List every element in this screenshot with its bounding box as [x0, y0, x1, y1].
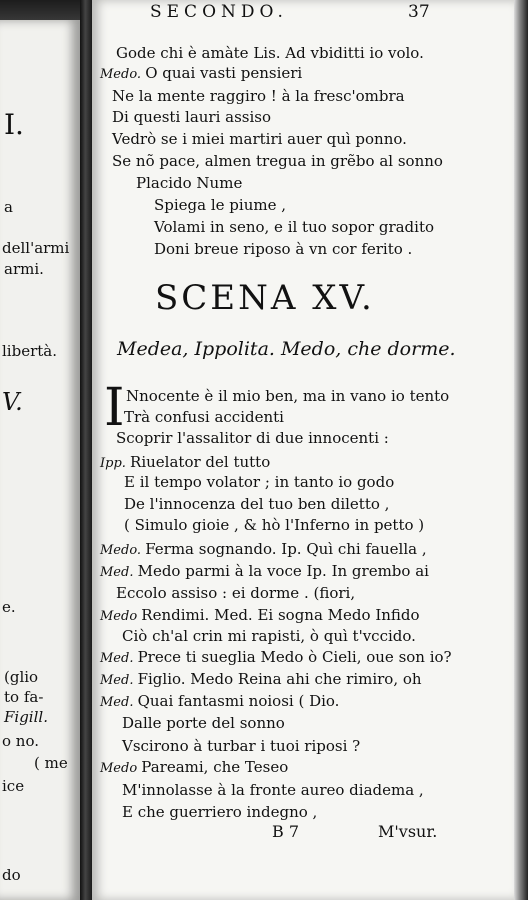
left-fragment: libertà.	[2, 342, 57, 360]
verse-text: Placido Nume	[136, 174, 243, 192]
verse-line	[122, 627, 416, 645]
verse-text: ( Simulo gioie , & hò l'Inferno in petto )	[124, 516, 425, 534]
verse-line	[100, 562, 429, 582]
left-page-fragment	[0, 20, 80, 900]
verse-line	[154, 196, 286, 214]
signature-mark: B 7	[272, 822, 300, 841]
verse-text: Rendimi. Med. Ei sogna Medo Infido	[141, 606, 420, 624]
verse-line	[100, 64, 302, 84]
verse-line	[100, 692, 339, 712]
verse-line	[100, 670, 422, 690]
verse-text: Vedrò se i miei martiri auer quì ponno.	[112, 130, 407, 148]
left-fragment: armi.	[4, 260, 44, 278]
verse-text: De l'innocenza del tuo ben diletto ,	[124, 495, 390, 513]
verse-line	[124, 516, 424, 534]
catchword: M'vsur.	[378, 822, 438, 841]
book-gutter	[80, 0, 92, 900]
verse-text: Volami in seno, e il tuo sopor gradito	[154, 218, 435, 236]
verse-text: Dalle porte del sonno	[122, 714, 285, 732]
left-fragment: Figill.	[4, 708, 48, 726]
verse-line	[122, 714, 285, 732]
verse-line	[116, 429, 389, 447]
verse-line	[122, 737, 360, 755]
left-fragment: do	[2, 866, 21, 884]
left-fragment: e.	[2, 598, 16, 616]
speaker-label: Med.	[100, 565, 138, 580]
verse-line	[112, 108, 271, 126]
left-fragment: V.	[2, 388, 23, 416]
verse-text: Medo parmi à la voce Ip. In grembo ai	[137, 562, 429, 580]
verse-text: Trà confusi accidenti	[124, 408, 284, 426]
verse-text: E che guerriero indegno ,	[122, 803, 318, 821]
verse-line	[124, 495, 389, 513]
verse-line	[100, 540, 427, 560]
verse-line	[100, 606, 420, 626]
verse-text: Ferma sognando. Ip. Quì chi fauella ,	[145, 540, 427, 558]
verse-text: Scoprir l'assalitor di due innocenti :	[116, 429, 389, 447]
left-fragment: (glio	[4, 668, 39, 686]
verse-line	[112, 87, 405, 105]
left-fragment: o no.	[2, 732, 39, 750]
verse-text: Gode chi è amàte Lis. Ad vbiditti io volo.	[116, 44, 424, 62]
verse-text: Eccolo assiso : ei dorme . (fiori,	[116, 584, 356, 602]
verse-line	[100, 648, 452, 668]
verse-line	[100, 758, 288, 778]
scene-title: SCENA XV.	[155, 278, 375, 318]
verse-text: Doni breue riposo à vn cor ferito .	[154, 240, 413, 258]
left-fragment: to fa-	[4, 688, 44, 706]
speaker-label: Ipp.	[100, 456, 131, 471]
speaker-label: Med.	[100, 651, 138, 666]
verse-text: Ne la mente raggiro ! à la fresc'ombra	[112, 87, 405, 105]
cast-list: Medea, Ippolita. Medo, che dorme.	[117, 338, 456, 360]
verse-line	[136, 174, 242, 192]
verse-text: Spiega le piume ,	[154, 196, 287, 214]
left-fragment: ice	[2, 777, 25, 795]
page-edge	[514, 0, 528, 900]
verse-line	[154, 218, 434, 236]
speaker-label: Medo	[100, 609, 142, 624]
verse-text: Riuelator del tutto	[130, 453, 271, 471]
verse-text: Ciò ch'al crin mi rapisti, ò quì t'vccido.	[122, 627, 416, 645]
verse-line	[112, 152, 443, 170]
verse-text: Figlio. Medo Reina ahi che rimiro, oh	[137, 670, 422, 688]
scene-first-line: Nnocente è il mio ben, ma in vano io tento	[126, 387, 450, 405]
left-fragment: dell'armi	[2, 239, 70, 257]
drop-cap: I	[104, 378, 125, 438]
verse-text: M'innolasse à la fronte aureo diadema ,	[122, 781, 424, 799]
verse-text: Se nõ pace, almen tregua in grẽbo al sonno	[112, 152, 443, 170]
left-fragment: a	[4, 198, 13, 216]
verse-line	[124, 408, 284, 426]
verse-text: Di questi lauri assiso	[112, 108, 272, 126]
speaker-label: Medo.	[100, 67, 146, 82]
verse-text: O quai vasti pensieri	[145, 64, 303, 82]
verse-line	[154, 240, 412, 258]
page-number: 37	[408, 2, 430, 22]
verse-text: Pareami, che Teseo	[141, 758, 289, 776]
left-fragment: ( me	[34, 754, 68, 772]
verse-text: Vscirono à turbar i tuoi riposi ?	[122, 737, 361, 755]
speaker-label: Medo.	[100, 543, 146, 558]
verse-line	[116, 584, 355, 602]
speaker-label: Med.	[100, 695, 138, 710]
verse-line	[112, 130, 407, 148]
verse-line	[116, 44, 424, 62]
running-header: SECONDO.	[150, 2, 288, 22]
verse-line	[124, 473, 394, 491]
verse-line	[122, 781, 424, 799]
verse-line	[100, 453, 270, 473]
speaker-label: Med.	[100, 673, 138, 688]
verse-text: Prece ti sueglia Medo ò Cieli, oue son io?	[137, 648, 452, 666]
verse-line	[122, 803, 317, 821]
verse-text: Quai fantasmi noiosi ( Dio.	[137, 692, 340, 710]
left-fragment: I.	[4, 108, 24, 141]
speaker-label: Medo	[100, 761, 142, 776]
verse-text: E il tempo volator ; in tanto io godo	[124, 473, 395, 491]
